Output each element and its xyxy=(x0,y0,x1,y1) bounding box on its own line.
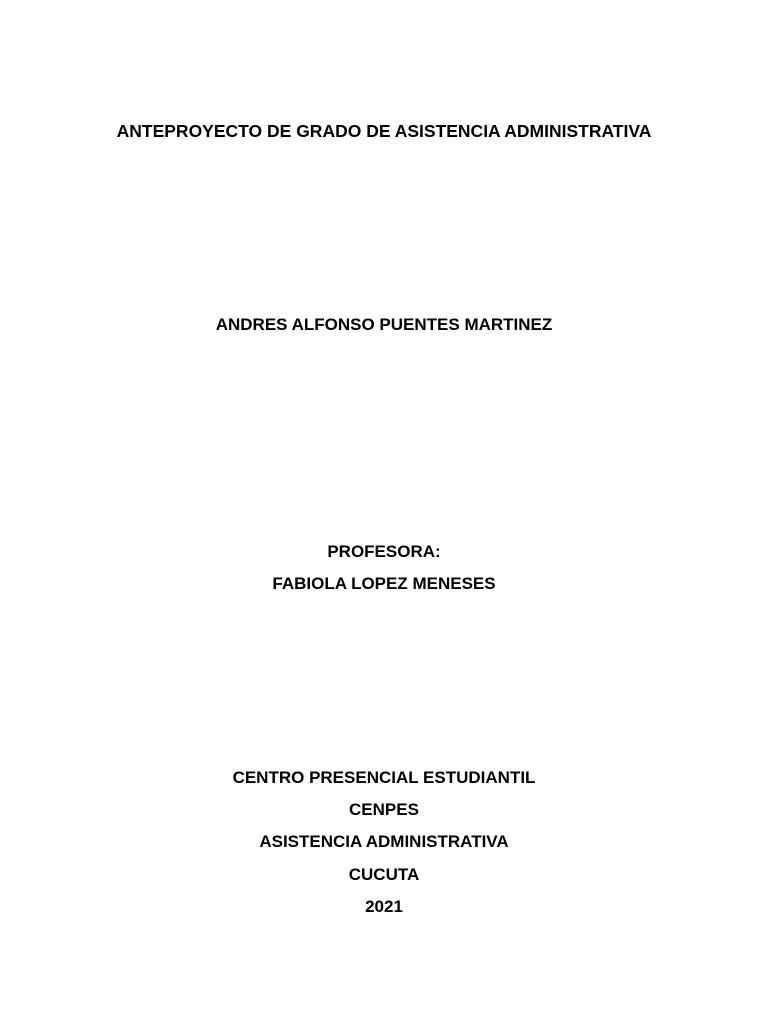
year: 2021 xyxy=(365,897,403,916)
document-title: ANTEPROYECTO DE GRADO DE ASISTENCIA ADMINISTRATIVA xyxy=(116,121,652,141)
author-name: ANDRES ALFONSO PUENTES MARTINEZ xyxy=(215,315,553,334)
program-name: ASISTENCIA ADMINISTRATIVA xyxy=(259,832,509,851)
professor-name: FABIOLA LOPEZ MENESES xyxy=(272,574,496,593)
institution-acronym: CENPES xyxy=(349,800,419,819)
city: CUCUTA xyxy=(348,865,420,884)
institution-name: CENTRO PRESENCIAL ESTUDIANTIL xyxy=(232,768,536,787)
professor-label: PROFESORA: xyxy=(327,542,441,561)
